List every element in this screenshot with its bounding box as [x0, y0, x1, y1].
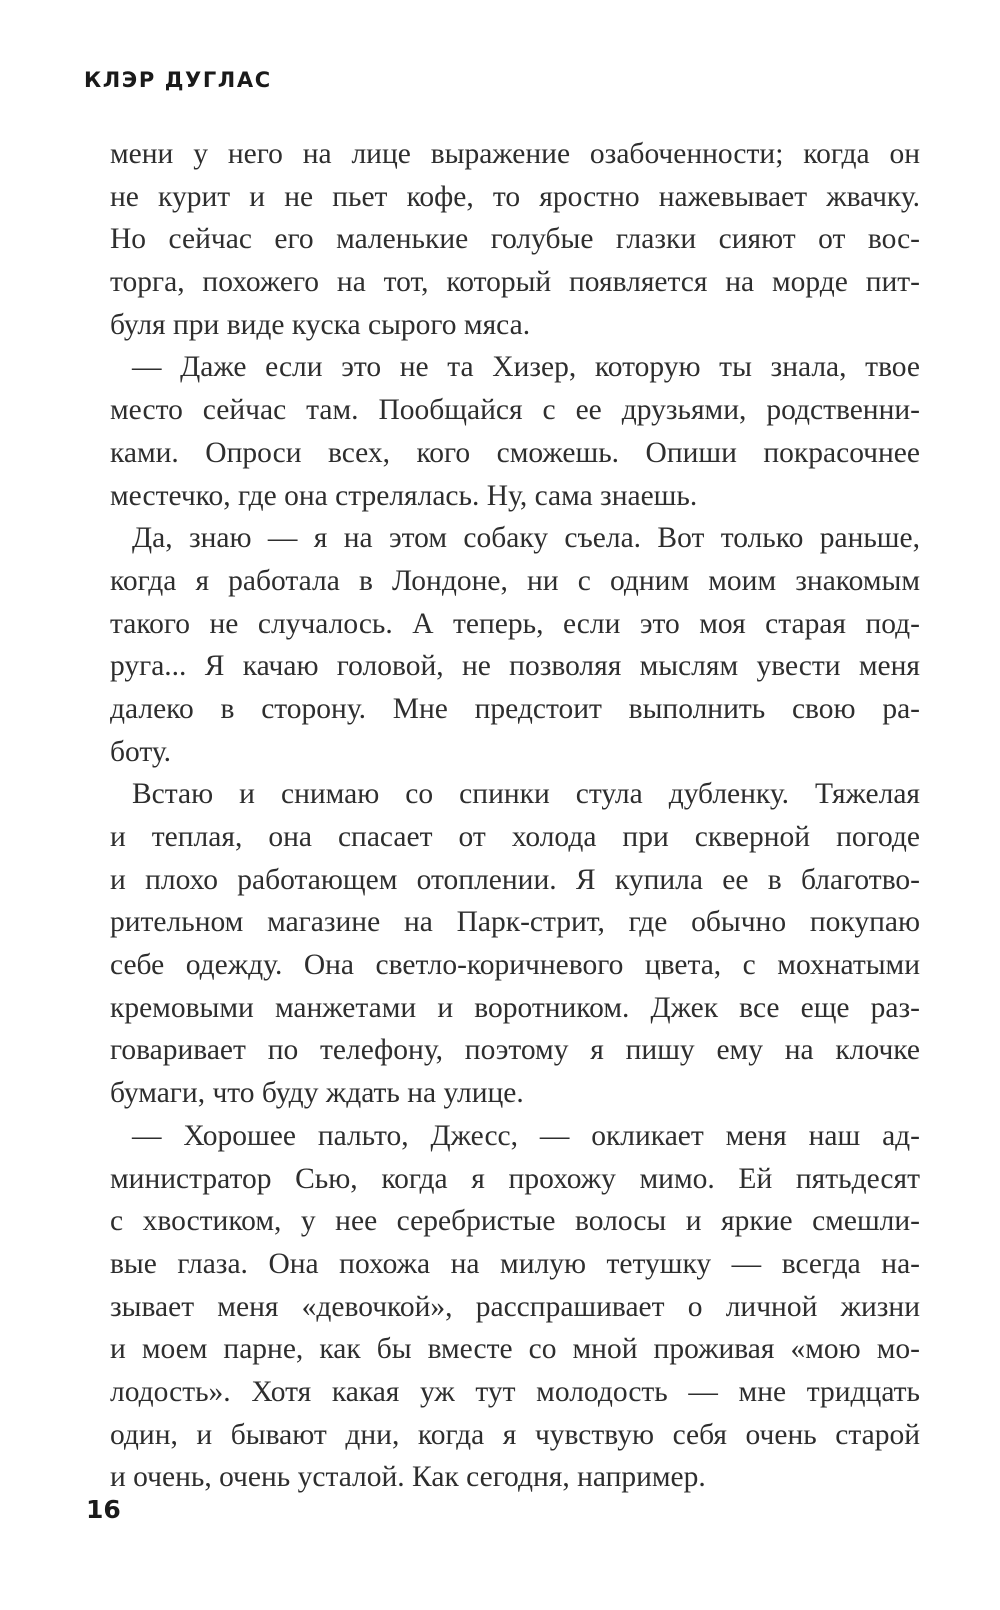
text-line: бумаги, что буду ждать на улице. [110, 1077, 524, 1110]
body-text [110, 133, 920, 1499]
text-line: руга... Я качаю головой, не позволяя мыслям увести меня [110, 650, 920, 683]
text-line: такого не случалось. А теперь, если это моя старая под- [110, 607, 920, 640]
text-line: не курит и не пьет кофе, то яростно нажевывает жвачку. [110, 180, 920, 213]
text-line: Встаю и снимаю со спинки стула дубленку. Тяжелая [132, 778, 920, 811]
text-line: — Даже если это не та Хизер, которую ты знала, твое [132, 351, 920, 384]
text-line: рительном магазине на Парк-стрит, где обычно покупаю [110, 906, 920, 939]
text-line: один, и бывают дни, когда я чувствую себя очень старой [110, 1418, 920, 1451]
text-line: — Хорошее пальто, Джесс, — окликает меня наш ад- [132, 1119, 920, 1152]
text-line: когда я работала в Лондоне, ни с одним моим знакомым [110, 564, 920, 597]
text-line: вые глаза. Она похожа на милую тетушку — всегда на- [110, 1247, 920, 1280]
text-line: с хвостиком, у нее серебристые волосы и яркие смешли- [110, 1205, 920, 1238]
text-line: боту. [110, 735, 172, 768]
text-line: говаривает по телефону, поэтому я пишу ему на клочке [110, 1034, 920, 1067]
text-line: себе одежду. Она светло-коричневого цвета, с мохнатыми [110, 949, 920, 982]
text-line: и плохо работающем отоплении. Я купила ее в благотво- [110, 863, 920, 896]
text-line: торга, похожего на тот, который появляется на морде пит- [110, 266, 920, 299]
running-head: КЛЭР ДУГЛАС [84, 68, 272, 92]
text-line: министратор Сью, когда я прохожу мимо. Ей пятьдесят [110, 1162, 920, 1195]
text-line: мени у него на лице выражение озабоченности; когда он [110, 138, 920, 170]
text-line: зывает меня «девочкой», расспрашивает о личной жизни [110, 1290, 920, 1323]
text-line: Да, знаю — я на этом собаку съела. Вот только раньше, [132, 522, 920, 555]
text-line: ками. Опроси всех, кого сможешь. Опиши покрасочнее [110, 436, 920, 469]
text-line: и моем парне, как бы вместе со мной проживая «мою мо- [110, 1333, 920, 1366]
text-line: лодость». Хотя какая уж тут молодость — мне тридцать [110, 1375, 920, 1408]
text-line: кремовыми манжетами и воротником. Джек все еще раз- [110, 991, 920, 1024]
text-line: местечко, где она стрелялась. Ну, сама знаешь. [110, 479, 698, 512]
text-line: и теплая, она спасает от холода при скверной погоде [110, 821, 920, 853]
text-line: место сейчас там. Пообщайся с ее друзьями, родственни- [110, 394, 920, 427]
text-line: далеко в сторону. Мне предстоит выполнить свою ра- [110, 692, 920, 725]
page-number: 16 [86, 1495, 121, 1524]
text-line: Но сейчас его маленькие голубые глазки сияют от вос- [110, 223, 920, 256]
text-line: и очень, очень усталой. Как сегодня, например. [110, 1461, 706, 1494]
text-line: буля при виде куска сырого мяса. [110, 308, 531, 341]
